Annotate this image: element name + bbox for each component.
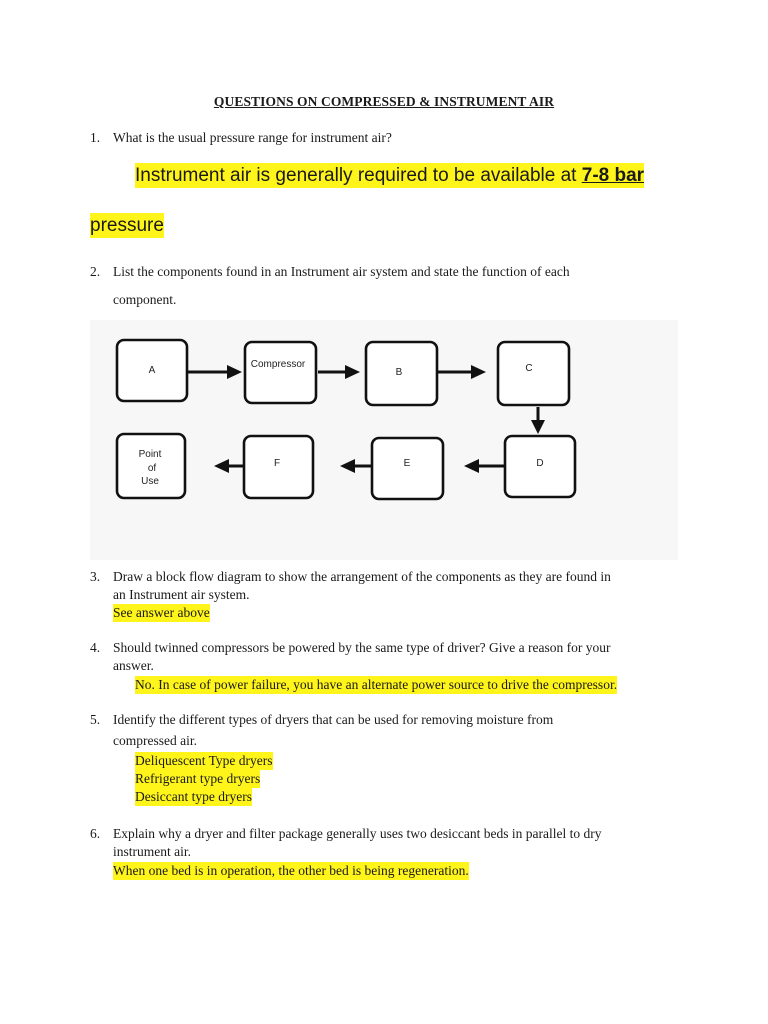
diagram-svg	[90, 320, 678, 560]
node-label: Point	[138, 449, 162, 460]
question-number: 1.	[90, 130, 101, 145]
arrow-compressor-b	[318, 365, 360, 379]
node-label: C	[525, 363, 533, 374]
block-flow-diagram	[90, 320, 678, 560]
question-text-cont: an Instrument air system.	[113, 587, 250, 602]
question-text: Identify the different types of dryers that can be used for removing moisture from	[113, 712, 554, 727]
node-label: A	[148, 365, 156, 376]
node-label: B	[395, 367, 403, 378]
answer-4: No. In case of power failure, you have an alternate power source to drive the compressor.	[135, 677, 618, 692]
answer-6: When one bed is in operation, the other bed is being regeneration.	[113, 863, 469, 878]
question-text: List the components found in an Instrument air system and state the function of each	[113, 264, 570, 279]
question-number: 2.	[90, 264, 101, 279]
answer-1-line2	[90, 215, 164, 237]
question-text: Draw a block flow diagram to show the arrangement of the components as they are found in	[113, 569, 611, 584]
answer-3: See answer above	[113, 605, 210, 620]
arrow-c-d	[531, 407, 545, 434]
question-text-cont: instrument air.	[113, 844, 191, 859]
node-label: Compressor	[250, 359, 306, 370]
question-number: 6.	[90, 826, 101, 841]
answer-1-continuation: pressure	[90, 215, 164, 236]
node-b	[366, 342, 437, 405]
question-text-cont: compressed air.	[113, 733, 197, 748]
answer-1-value: 7-8 bar	[581, 165, 645, 186]
node-f	[244, 436, 313, 498]
question-text-cont: answer.	[113, 658, 154, 673]
arrow-d-e	[464, 459, 506, 473]
node-compressor	[245, 342, 316, 403]
question-number: 3.	[90, 569, 101, 584]
answer-1-line1	[135, 165, 644, 187]
node-label: Use	[141, 476, 159, 487]
answer-5-item: Refrigerant type dryers	[135, 771, 261, 786]
question-text: What is the usual pressure range for instrument air?	[113, 130, 392, 145]
question-text-cont: component.	[113, 292, 177, 307]
arrow-f-pou	[214, 459, 244, 473]
answer-1-text: Instrument air is generally required to be available at	[135, 165, 582, 186]
arrow-e-f	[340, 459, 372, 473]
node-d	[505, 436, 575, 497]
node-point-of-use	[117, 434, 185, 498]
node-c	[498, 342, 569, 405]
node-label: of	[147, 463, 157, 474]
page-title: QUESTIONS ON COMPRESSED & INSTRUMENT AIR	[213, 94, 555, 109]
question-number: 4.	[90, 640, 101, 655]
node-label: E	[403, 458, 411, 469]
node-a	[117, 340, 187, 401]
node-label: D	[536, 458, 544, 469]
question-text: Should twinned compressors be powered by the same type of driver? Give a reason for your	[113, 640, 611, 655]
question-text: Explain why a dryer and filter package generally uses two desiccant beds in parallel to dry	[113, 826, 602, 841]
arrow-a-compressor	[188, 365, 242, 379]
node-label: F	[273, 458, 281, 469]
arrow-b-c	[438, 365, 486, 379]
node-e	[372, 438, 443, 499]
answer-5-item: Deliquescent Type dryers	[135, 753, 273, 768]
answer-5-item: Desiccant type dryers	[135, 789, 252, 804]
question-number: 5.	[90, 712, 101, 727]
